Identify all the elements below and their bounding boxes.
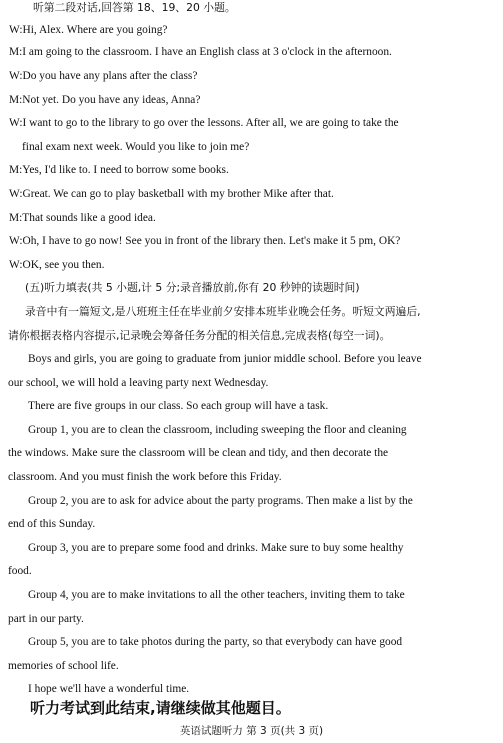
passage-line: Group 5, you are to take photos during the party, so that everybody can have good <box>28 636 403 648</box>
passage-line: Boys and girls, you are going to graduate from junior middle school. Before you leave <box>28 353 422 365</box>
passage-line: the windows. Make sure the classroom will be clean and tidy, and then decorate the <box>8 447 389 459</box>
instruction-line: 录音中有一篇短文,是八班班主任在毕业前夕安排本班毕业晚会任务。听短文两遍后, <box>25 305 421 318</box>
dialogue-line: W:I want to go to the library to go over the lessons. After all, we are going to take the <box>9 117 399 129</box>
dialogue-line: W:OK, see you then. <box>9 259 105 271</box>
passage-line: food. <box>8 565 32 577</box>
dialogue-line: M:Not yet. Do you have any ideas, Anna? <box>9 94 201 106</box>
end-notice: 听力考试到此结束,请继续做其他题目。 <box>30 699 291 717</box>
passage-line: I hope we'll have a wonderful time. <box>28 683 190 695</box>
passage-line: Group 4, you are to make invitations to all the other teachers, inviting them to take <box>28 589 405 601</box>
passage-line: Group 2, you are to ask for advice about the party programs. Then make a list by the <box>28 495 413 507</box>
dialogue-line: W:Oh, I have to go now! See you in front of the library then. Let's make it 5 pm, OK? <box>9 235 401 247</box>
page-footer: 英语试题听力 第 3 页(共 3 页) <box>179 725 324 737</box>
passage-line: Group 1, you are to clean the classroom, including sweeping the floor and cleaning <box>28 424 407 436</box>
dialogue-line: W:Do you have any plans after the class? <box>9 70 198 82</box>
dialogue-line: M:That sounds like a good idea. <box>9 212 156 224</box>
dialogue-line: final exam next week. Would you like to join me? <box>22 141 250 153</box>
passage-line: end of this Sunday. <box>8 518 96 530</box>
passage-line: classroom. And you must finish the work before this Friday. <box>8 471 282 483</box>
dialogue-line: W:Great. We can go to play basketball with my brother Mike after that. <box>9 188 334 200</box>
dialogue-line: W:Hi, Alex. Where are you going? <box>9 24 168 36</box>
instruction-line: 请你根据表格内容提示,记录晚会筹备任务分配的相关信息,完成表格(每空一词)。 <box>8 329 391 342</box>
passage-line: part in our party. <box>8 613 84 625</box>
passage-line: our school, we will hold a leaving party next Wednesday. <box>8 377 269 389</box>
dialogue-line: M:I am going to the classroom. I have an English class at 3 o'clock in the afternoon. <box>9 46 392 58</box>
passage-line: Group 3, you are to prepare some food and drinks. Make sure to buy some healthy <box>28 542 404 554</box>
dialogue-header: 听第二段对话,回答第 18、19、20 小题。 <box>33 1 236 14</box>
passage-line: There are five groups in our class. So each group will have a task. <box>28 400 329 412</box>
dialogue-line: M:Yes, I'd like to. I need to borrow some books. <box>9 164 229 176</box>
passage-line: memories of school life. <box>8 660 119 672</box>
section-title: (五)听力填表(共 5 小题,计 5 分;录音播放前,你有 20 秒钟的读题时间) <box>25 281 360 294</box>
